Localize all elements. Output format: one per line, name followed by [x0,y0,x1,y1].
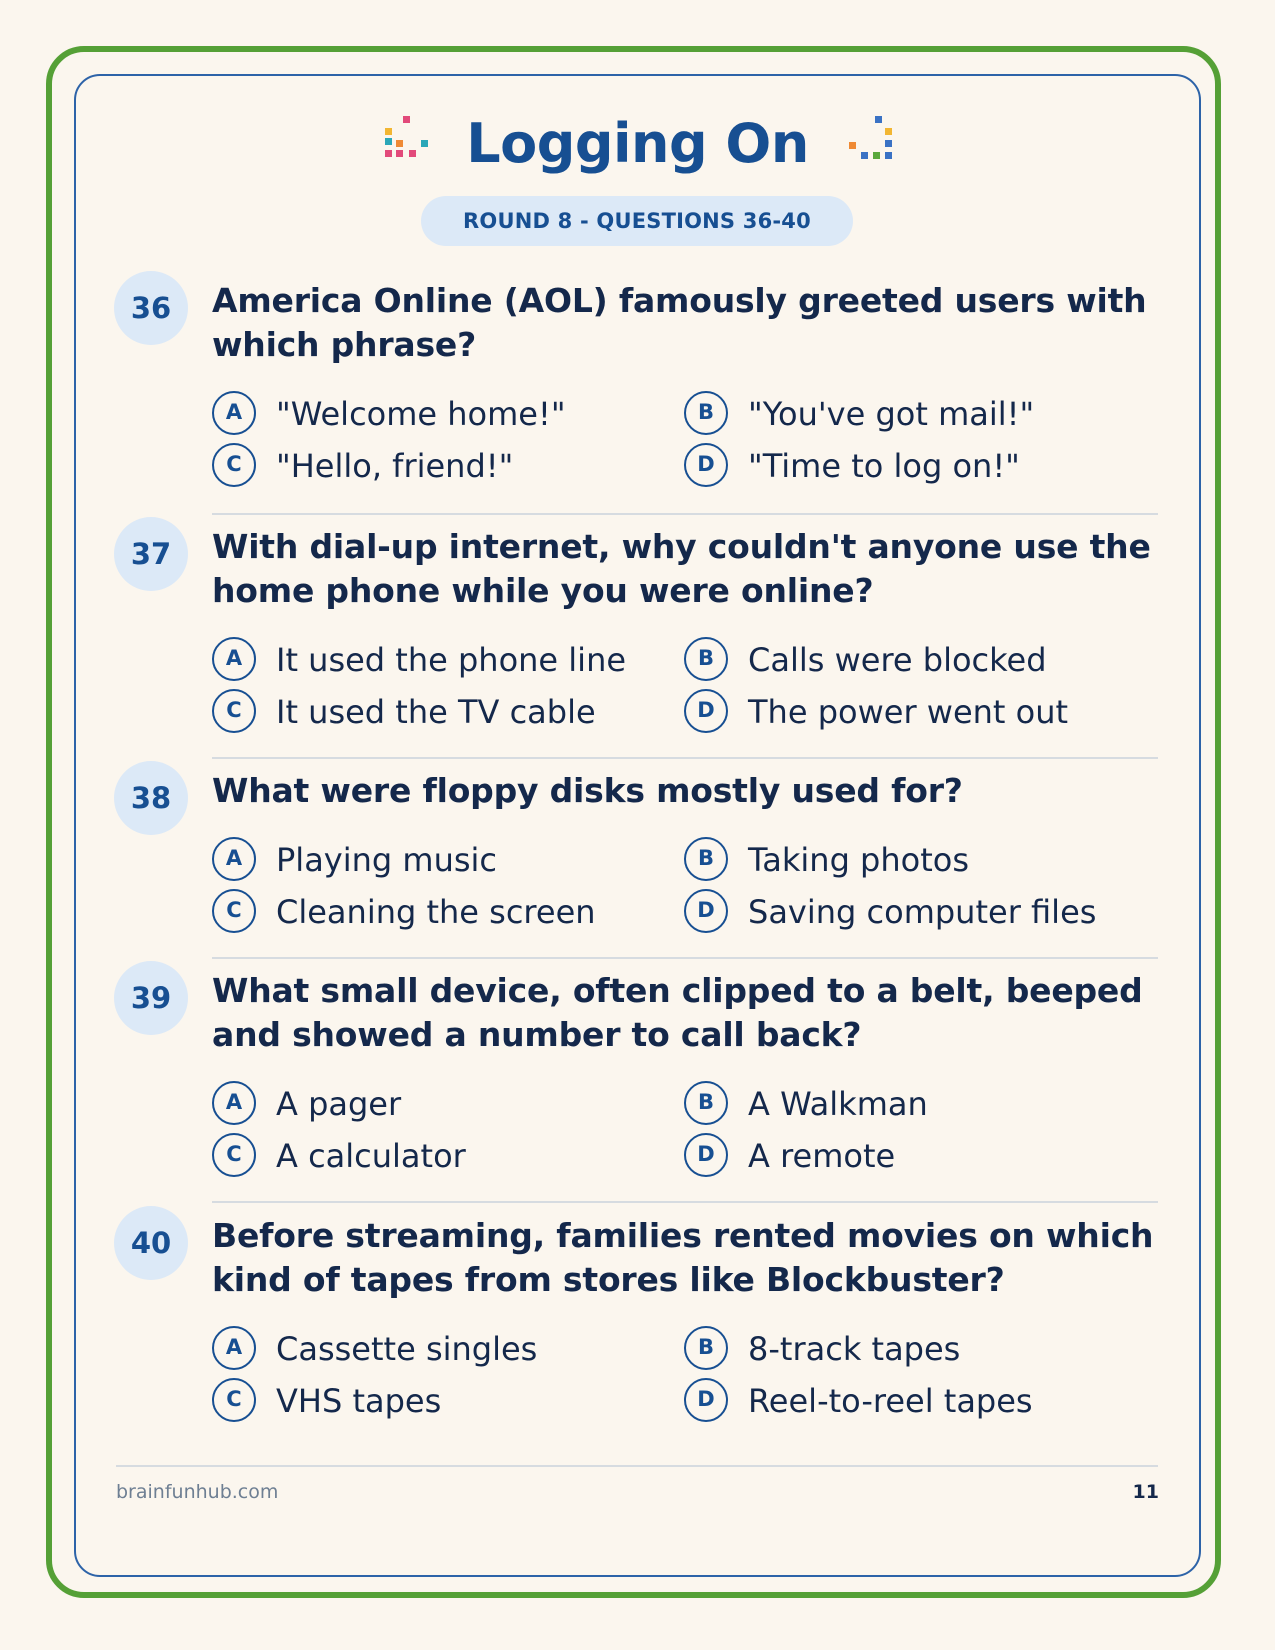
option-text: Saving computer files [748,893,1097,931]
question-text: What were floppy disks mostly used for? [212,771,963,810]
question-text: America Online (AOL) famously greeted users with which phrase? [212,281,1147,364]
option-d[interactable] [684,1130,1154,1182]
question-divider [212,513,1158,515]
option-text: It used the TV cable [276,693,596,731]
question-number: 36 [114,271,188,345]
header [0,104,1275,184]
option-d[interactable] [684,1375,1154,1427]
option-text: "Time to log on!" [748,447,1020,485]
option-text: "You've got mail!" [748,395,1035,433]
option-text: Cassette singles [276,1330,538,1368]
option-letter-badge: B [684,1081,728,1125]
pixel-dots-icon [845,114,901,170]
option-letter-badge: C [212,689,256,733]
option-c[interactable] [212,686,682,738]
option-b[interactable] [684,834,1154,886]
option-letter-badge: D [684,443,728,487]
question-number: 38 [114,761,188,835]
option-d[interactable] [684,440,1154,492]
footer-divider [116,1465,1158,1467]
option-text: A remote [748,1137,896,1175]
option-text: 8-track tapes [748,1330,961,1368]
option-text: Taking photos [748,841,970,879]
option-text: Cleaning the screen [276,893,596,931]
option-b[interactable] [684,1078,1154,1130]
option-text: Reel-to-reel tapes [748,1382,1033,1420]
option-letter-badge: A [212,391,256,435]
option-letter-badge: B [684,837,728,881]
option-letter-badge: D [684,1378,728,1422]
option-letter-badge: D [684,1133,728,1177]
option-letter-badge: D [684,889,728,933]
question-text: With dial-up internet, why couldn't anyone use the home phone while you were online? [212,527,1151,610]
question-divider [212,757,1158,759]
option-text: The power went out [748,693,1069,731]
option-b[interactable] [684,1323,1154,1375]
question-divider [212,1201,1158,1203]
option-text: A Walkman [748,1085,928,1123]
option-letter-badge: B [684,637,728,681]
option-text: Calls were blocked [748,641,1047,679]
option-c[interactable] [212,440,682,492]
option-text: A pager [276,1085,402,1123]
option-letter-badge: A [212,637,256,681]
option-d[interactable] [684,886,1154,938]
round-badge: ROUND 8 - QUESTIONS 36-40 [421,196,853,246]
footer-site-link[interactable]: brainfunhub.com [116,1481,279,1503]
question-number: 39 [114,961,188,1035]
option-text: "Hello, friend!" [276,447,514,485]
option-b[interactable] [684,634,1154,686]
option-a[interactable] [212,834,682,886]
question-text: What small device, often clipped to a belt, beeped and showed a number to call back? [212,971,1143,1054]
option-text: Playing music [276,841,497,879]
option-d[interactable] [684,686,1154,738]
option-letter-badge: C [212,443,256,487]
option-letter-badge: A [212,837,256,881]
page-number: 11 [1132,1481,1159,1503]
option-letter-badge: C [212,1378,256,1422]
option-text: A calculator [276,1137,466,1175]
option-a[interactable] [212,1078,682,1130]
option-text: "Welcome home!" [276,395,566,433]
option-letter-badge: B [684,391,728,435]
option-a[interactable] [212,388,682,440]
option-letter-badge: D [684,689,728,733]
option-letter-badge: C [212,1133,256,1177]
option-letter-badge: A [212,1081,256,1125]
question-number: 37 [114,517,188,591]
option-a[interactable] [212,1323,682,1375]
page-title: Logging On [466,112,809,175]
option-text: VHS tapes [276,1382,442,1420]
option-letter-badge: A [212,1326,256,1370]
question-text: Before streaming, families rented movies on which kind of tapes from stores like Blockbuster? [212,1216,1154,1299]
option-a[interactable] [212,634,682,686]
question-number: 40 [114,1206,188,1280]
option-letter-badge: B [684,1326,728,1370]
option-letter-badge: C [212,889,256,933]
option-text: It used the phone line [276,641,627,679]
option-c[interactable] [212,1130,682,1182]
option-b[interactable] [684,388,1154,440]
question-divider [212,957,1158,959]
option-c[interactable] [212,1375,682,1427]
option-c[interactable] [212,886,682,938]
